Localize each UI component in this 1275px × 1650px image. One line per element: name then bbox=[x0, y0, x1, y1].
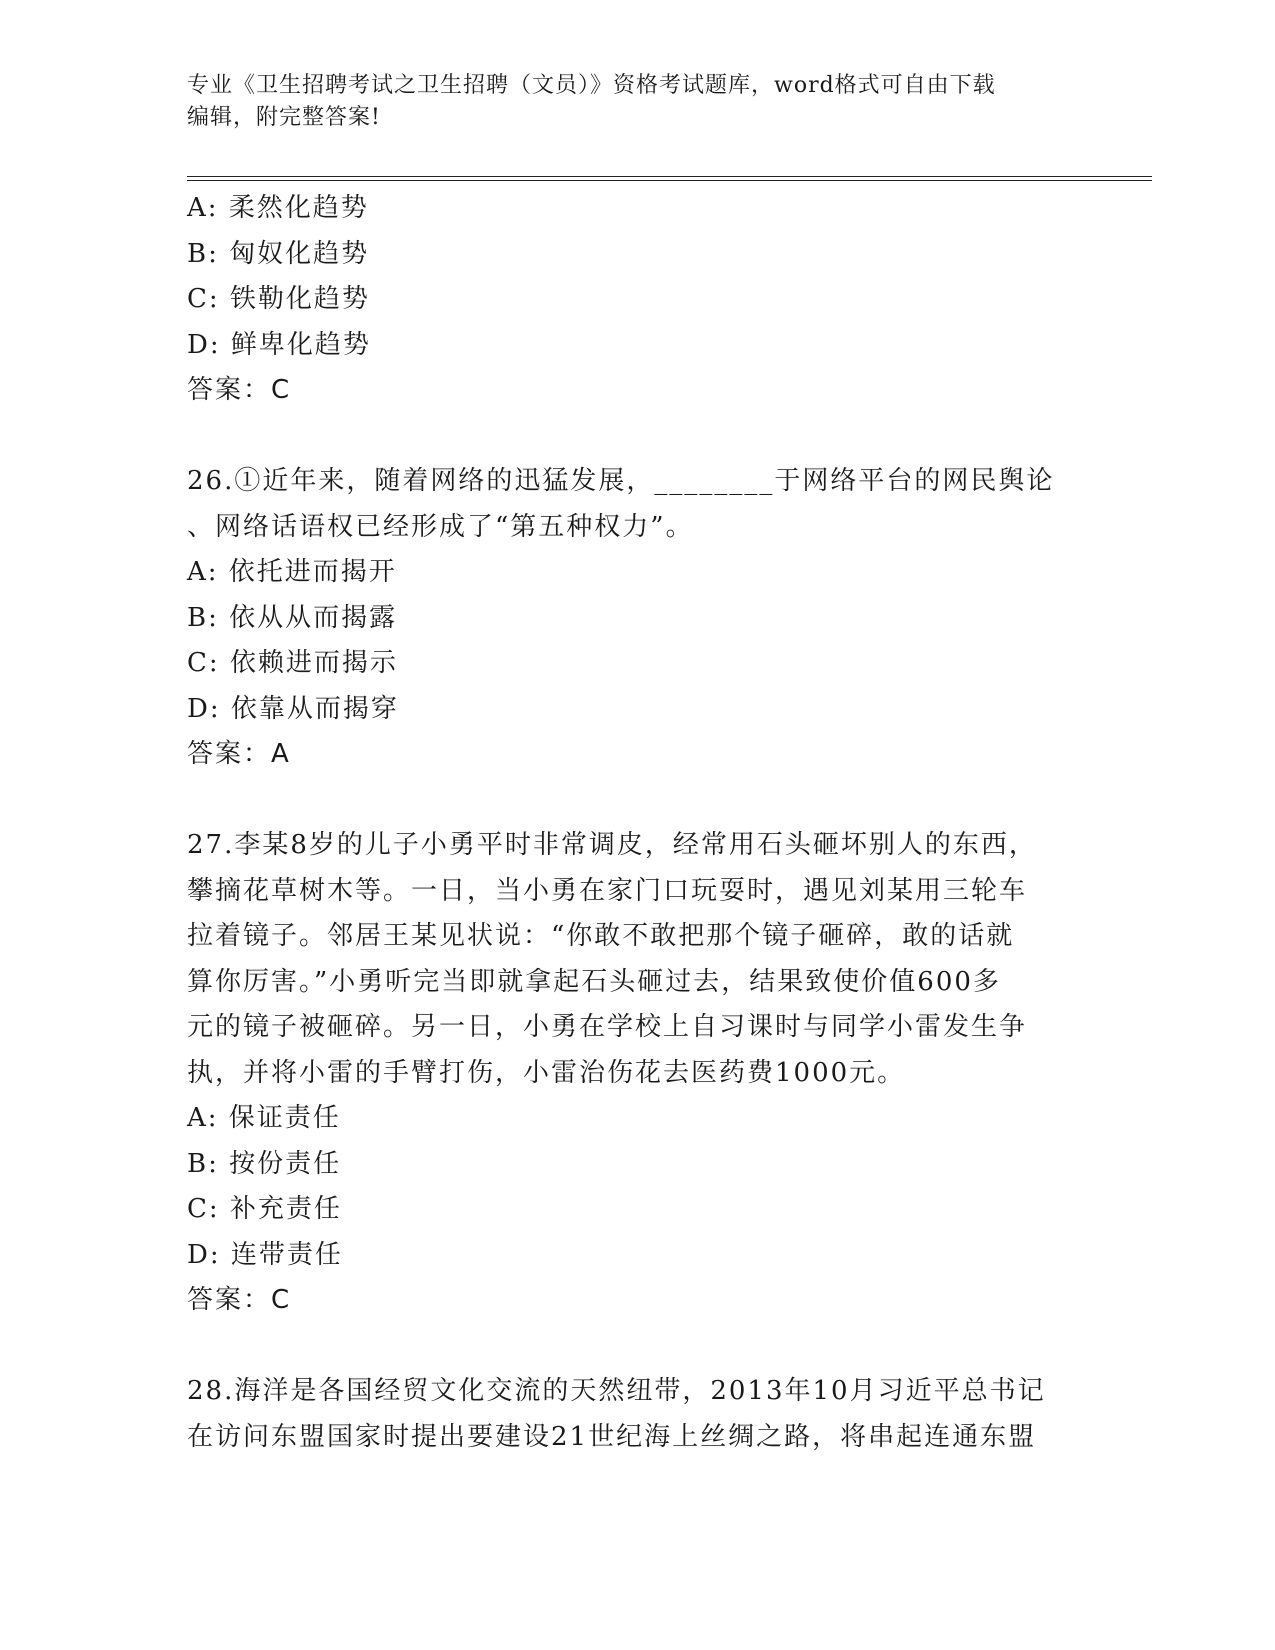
question-text-line: 、网络话语权已经形成了“第五种权力”。 bbox=[187, 511, 694, 542]
question-text-line: 拉着镜子。邻居王某见状说：“你敢不敢把那个镜子砸碎，敢的话就 bbox=[187, 921, 1015, 951]
option-a: A: 依托进而揭开 bbox=[187, 557, 397, 587]
option-d: D: 依靠从而揭穿 bbox=[187, 693, 399, 724]
document-header bbox=[187, 70, 1087, 134]
answer-line: 答案：C bbox=[187, 1285, 292, 1315]
option-b: B: 匈奴化趋势 bbox=[187, 238, 370, 269]
question-text-line: 算你厉害。”小勇听完当即就拿起石头砸过去，结果致使价值600多 bbox=[187, 966, 1001, 997]
option-a: A: 柔然化趋势 bbox=[187, 193, 369, 223]
question-text-line: 元的镜子被砸碎。另一日，小勇在学校上自习课时与同学小雷发生争 bbox=[187, 1012, 1028, 1042]
option-d: D: 鲜卑化趋势 bbox=[187, 329, 371, 360]
question-text-line: 在访问东盟国家时提出要建设21世纪海上丝绸之路，将串起连通东盟 bbox=[187, 1421, 1037, 1452]
question-text-line: 执，并将小雷的手臂打伤，小雷治伤花去医药费1000元。 bbox=[187, 1057, 906, 1088]
header-line-1: 专业《卫生招聘考试之卫生招聘（文员）》资格考试题库，word格式可自由下载 bbox=[187, 73, 996, 98]
question-27-block bbox=[187, 823, 1087, 1324]
header-divider bbox=[187, 176, 1152, 181]
header-line-2: 编辑，附完整答案! bbox=[187, 105, 381, 130]
option-c: C: 铁勒化趋势 bbox=[187, 284, 370, 314]
option-a: A: 保证责任 bbox=[187, 1103, 341, 1133]
option-c: C: 依赖进而揭示 bbox=[187, 648, 398, 678]
option-d: D: 连带责任 bbox=[187, 1239, 343, 1270]
question-text-line: 28.海洋是各国经贸文化交流的天然纽带，2013年10月习近平总书记 bbox=[187, 1376, 1046, 1406]
answer-line: 答案：A bbox=[187, 739, 291, 769]
option-b: B: 依从从而揭露 bbox=[187, 602, 398, 633]
question-text-line: 26.①近年来，随着网络的迅猛发展，________于网络平台的网民舆论 bbox=[187, 466, 1055, 496]
question-text-line: 27.李某8岁的儿子小勇平时非常调皮，经常用石头砸坏别人的东西， bbox=[187, 830, 1037, 860]
question-26-block bbox=[187, 459, 1087, 778]
question-25-block bbox=[187, 186, 1087, 414]
option-b: B: 按份责任 bbox=[187, 1148, 342, 1179]
question-28-block bbox=[187, 1369, 1087, 1460]
question-text-line: 攀摘花草树木等。一日，当小勇在家门口玩耍时，遇见刘某用三轮车 bbox=[187, 875, 1028, 906]
document-body bbox=[187, 186, 1087, 1460]
answer-line: 答案：C bbox=[187, 375, 292, 405]
option-c: C: 补充责任 bbox=[187, 1194, 342, 1224]
